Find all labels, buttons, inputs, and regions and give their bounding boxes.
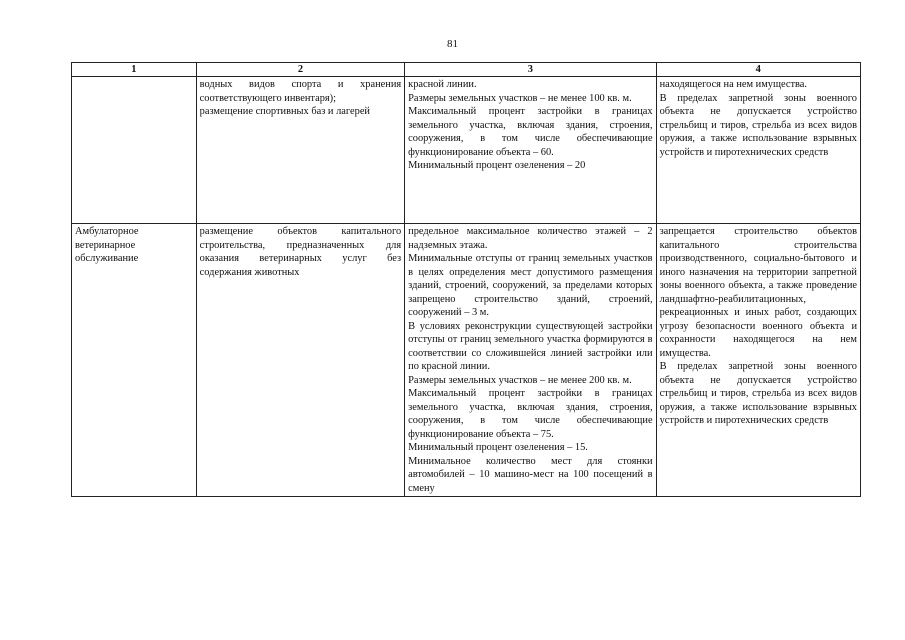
column-header-3: 3 [405, 63, 656, 77]
text-paragraph: находящегося на нем имущества. [659, 79, 808, 90]
text-paragraph: Размеры земельных участков – не менее 100 кв. м. [408, 92, 632, 104]
text-paragraph: Размеры земельных участков – не менее 200 кв. м. [408, 374, 632, 386]
text-paragraph: В условиях реконструкции существующей застройки отступы от границ земельного участка формируются в соответствии со сложившейся линией застройки или по красной линии. [408, 320, 653, 372]
text-paragraph: Минимальный процент озеленения – 20 [408, 160, 586, 171]
text-paragraph: предельное максимальное количество этажей – 2 надземных этажа. [408, 226, 653, 251]
cell-land-use-description [196, 77, 404, 224]
text-paragraph: Минимальное количество мест для стоянки автомобилей – 10 машино-мест на 100 посещений в смену [408, 455, 653, 494]
text-paragraph: Максимальный процент застройки в границах земельного участка, включая здания, строения, сооружения, в том числе обеспечивающие функционирование объекта – 75. [408, 388, 653, 440]
cell-land-use-type [72, 77, 197, 224]
table-row [72, 77, 861, 224]
cell-parameters [405, 77, 656, 224]
column-header-1: 1 [72, 63, 197, 77]
text-paragraph: запрещается строительство объектов капитального строительства производственного, социально-бытового и иного назначения на территории запретной зоны военного объекта, а также проведение ландшафтно-реабилитационных, рекреационных и иных работ, создающих угрозу безопасности военного объекта и сохранности находящегося на нем имущества. [659, 226, 857, 359]
text-paragraph: водных видов спорта и хранения соответствующего инвентаря); [199, 79, 402, 104]
table-header-row [72, 63, 861, 77]
cell-land-use-description [196, 224, 404, 497]
text-paragraph: Минимальные отступы от границ земельных участков в целях определения мест допустимого размещения зданий, строений, сооружений, за пределами которых запрещено строительство зданий, строений, сооружений – 3 м. [408, 253, 653, 318]
column-header-4: 4 [656, 63, 860, 77]
text-paragraph: красной линии. [408, 79, 477, 90]
text-paragraph: Минимальный процент озеленения – 15. [408, 442, 588, 453]
text-paragraph: размещение объектов капитального строительства, предназначенных для оказания ветеринарных услуг без содержания животных [199, 226, 402, 278]
cell-restrictions [656, 77, 860, 224]
text-paragraph: В пределах запретной зоны военного объекта не допускается устройство стрельбищ и тиров, стрельба из всех видов оружия, а также использование взрывных устройств и пиротехнических средств [659, 361, 857, 426]
column-header-2: 2 [196, 63, 404, 77]
cell-restrictions [656, 224, 860, 497]
cell-parameters [405, 224, 656, 497]
text-paragraph: В пределах запретной зоны военного объекта не допускается устройство стрельбищ и тиров, стрельба из всех видов оружия, а также использование взрывных устройств и пиротехнических средств [659, 92, 857, 158]
text-paragraph: Амбулаторное ветеринарное обслуживание [75, 226, 139, 264]
text-paragraph: Максимальный процент застройки в границах земельного участка, включая здания, строения, сооружения, в том числе обеспечивающие функционирование объекта – 60. [408, 106, 653, 158]
text-paragraph: размещение спортивных баз и лагерей [199, 106, 370, 117]
page-number: 81 [447, 38, 458, 50]
regulations-table [71, 62, 861, 497]
table-row [72, 224, 861, 497]
cell-land-use-type [72, 224, 197, 497]
